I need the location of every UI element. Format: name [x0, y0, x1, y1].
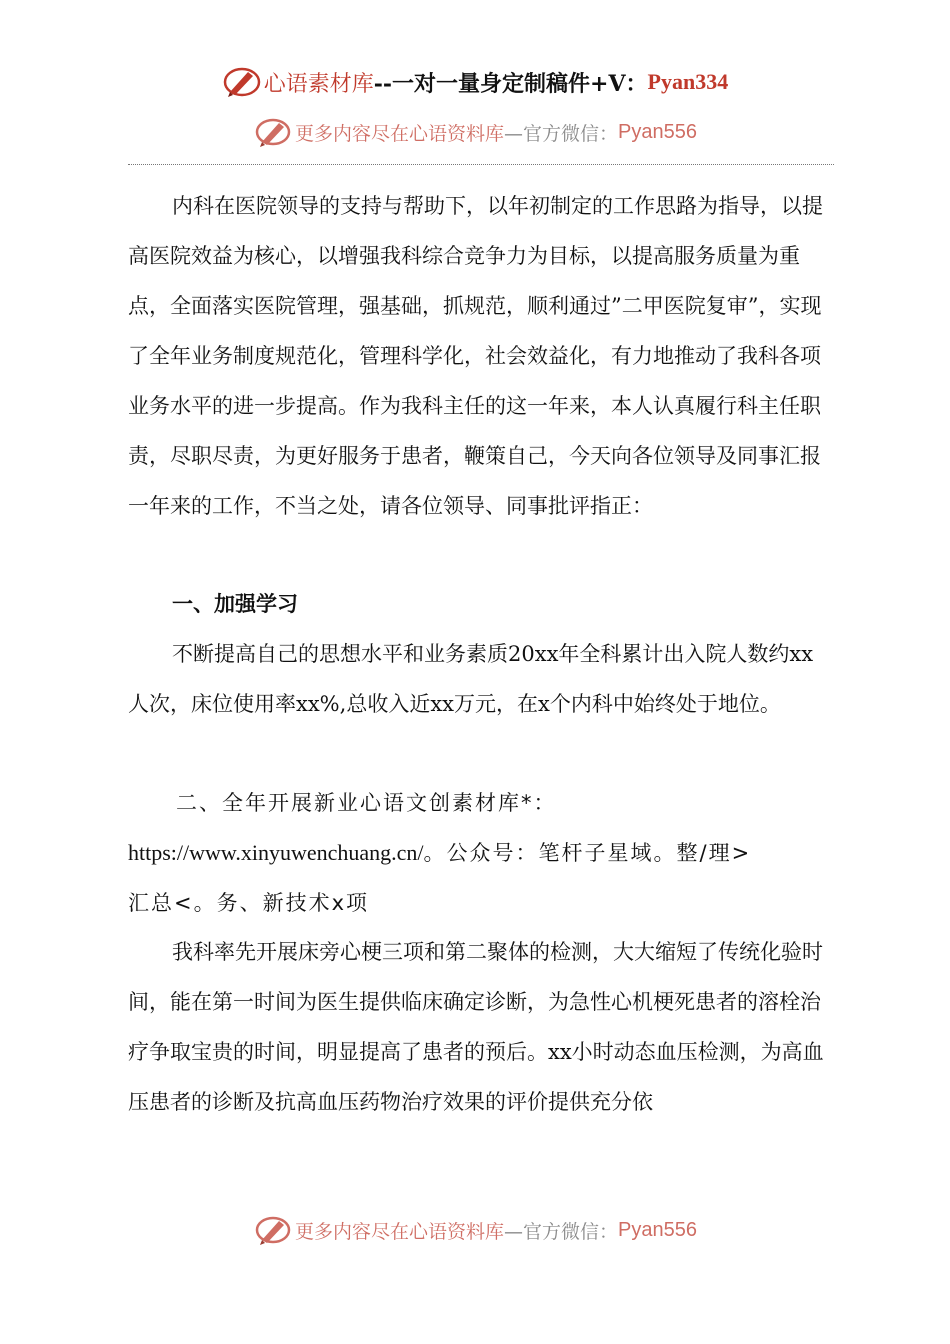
paragraph-intro: 内科在医院领导的支持与帮助下，以年初制定的工作思路为指导，以提高医院效益为核心，以增强我科综合竞争力为目标，以提高服务质量为重点，全面落实医院管理，强基础，抓规范，顺利通过”二甲医院复审”，实现了全年业务制度规范化，管理科学化，社会效益化，有力地推动了我科各项业务水平的进一步提高。作为我科主任的这一年来，本人认真履行科主任职责，尽职尽责，为更好服务于患者，鞭策自己，今天向各位领导及同事汇报一年来的工作，不当之处，请各位领导、同事批评指正：	[128, 194, 823, 518]
header-brand: 心语素材库	[263, 71, 374, 97]
pen-logo-icon	[222, 64, 262, 100]
header-contact-id: Pyan334	[647, 69, 729, 94]
header-banner	[0, 62, 950, 102]
header-divider	[128, 164, 834, 165]
footer-contact-id: Pyan556	[618, 1218, 697, 1241]
section-2-line-2	[128, 828, 848, 878]
website-link[interactable]: https://www.xinyuwenchuang.cn/	[128, 840, 424, 865]
section-2-line-2-text: 。公众号：笔杆子星域。整/理>	[423, 841, 752, 865]
footer-wechat-label: —官方微信：	[504, 1220, 619, 1243]
section-2-line-1: 二、全年开展新业心语文创素材库*：	[176, 791, 557, 815]
footer-banner	[0, 1210, 950, 1250]
footer-brand: 更多内容尽在心语资料库	[295, 1220, 505, 1243]
paragraph-new-tech: 我科率先开展床旁心梗三项和第二聚体的检测，大大缩短了传统化验时间，能在第一时间为医生提供临床确定诊断，为急性心机梗死患者的溶栓治疗争取宝贵的时间，明显提高了患者的预后。xx小时动态血压检测，为高血压患者的诊断及抗高血压药物治疗效果的评价提供充分依	[128, 940, 824, 1114]
section-2-line-3: 汇总<。务、新技术x项	[128, 891, 370, 915]
pen-logo-icon	[253, 1212, 293, 1248]
header-tagline: --一对一量身定制稿件+V：	[373, 70, 648, 97]
subheader-banner	[0, 112, 950, 152]
section-heading-1: 一、加强学习	[172, 592, 298, 616]
subheader-brand: 更多内容尽在心语资料库	[295, 122, 505, 145]
subheader-contact-id: Pyan556	[618, 120, 697, 143]
paragraph-study: 不断提高自己的思想水平和业务素质20xx年全科累计出入院人数约xx人次，床位使用率xx%,总收入近xx万元，在x个内科中始终处于地位。	[128, 642, 814, 716]
pen-logo-icon	[253, 114, 293, 150]
section-heading-2	[128, 778, 848, 928]
subheader-wechat-label: —官方微信：	[504, 122, 619, 145]
